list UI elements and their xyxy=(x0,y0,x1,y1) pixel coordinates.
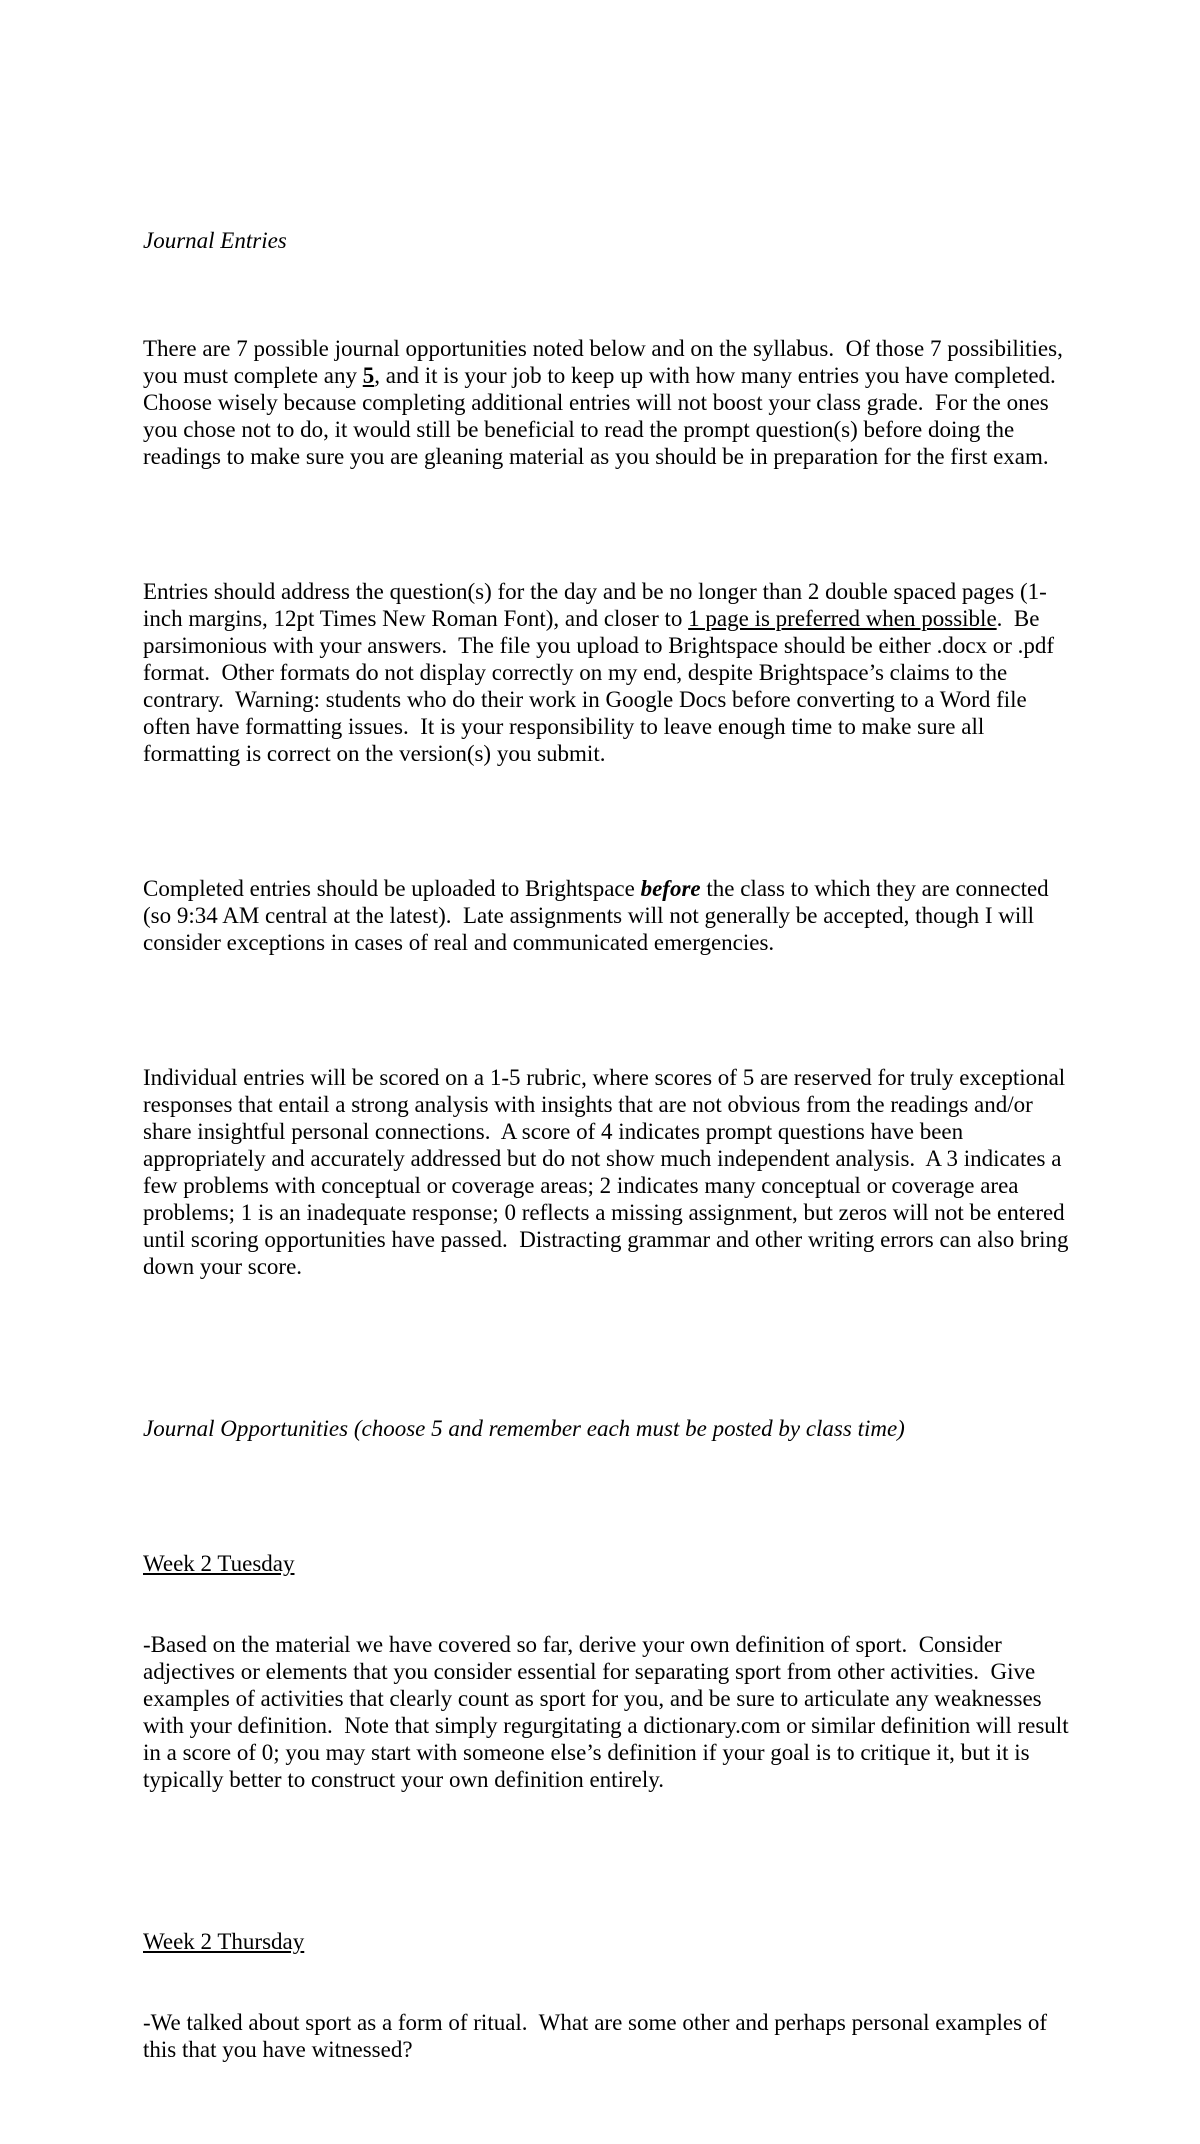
deadline-text-2: the class to which they are connected (so 9:34 AM central at the latest). Late assignments will not generally be accepted, though I will consider exceptions in cases of real and communicated emergencies. xyxy=(143,876,1055,955)
deadline-text-1: Completed entries should be uploaded to Brightspace xyxy=(143,876,641,901)
journal-opportunities-heading: Journal Opportunities (choose 5 and remember each must be posted by class time) xyxy=(143,1416,905,1441)
week2-tuesday-heading: Week 2 Tuesday xyxy=(143,1551,295,1576)
format-paragraph xyxy=(143,578,1069,767)
journal-entries-heading: Journal Entries xyxy=(143,228,287,253)
rubric-paragraph: Individual entries will be scored on a 1-5 rubric, where scores of 5 are reserved for truly exceptional responses that entail a strong analysis with insights that are not obvious from the readings and/or share insightful personal connections. A score of 4 indicates prompt questions have been appropriately and accurately addressed but do not show much independent analysis. A 3 indicates a few problems with conceptual or coverage areas; 2 indicates many conceptual or coverage area problems; 1 is an inadequate response; 0 reflects a missing assignment, but zeros will not be entered until scoring opportunities have passed. Distracting grammar and other writing errors can also bring down your score. xyxy=(143,1065,1075,1279)
deadline-paragraph xyxy=(143,875,1069,956)
page-preference-underlined: 1 page is preferred when possible xyxy=(688,606,997,631)
intro-text-1: There are 7 possible journal opportunities noted below and on the syllabus. Of those 7 possibilities, you must complete any xyxy=(143,336,1069,388)
week2-thursday-prompt: -We talked about sport as a form of ritual. What are some other and perhaps personal examples of this that you have witnessed? xyxy=(143,2010,1053,2062)
intro-text-2: , and it is your job to keep up with how many entries you have completed. Choose wisely because completing additional entries will not boost your class grade. For the ones you chose not to do, it would still be beneficial to read the prompt question(s) before doing the readings to make sure you are gleaning material as you should be in preparation for the first exam. xyxy=(143,363,1068,469)
format-text-2: . Be parsimonious with your answers. The file you upload to Brightspace should be either .docx or .pdf format. Other formats do not display correctly on my end, despite Brightspace’s claims to the contrary. Warning: students who do their work in Google Docs before converting to a Word file often have formatting issues. It is your responsibility to leave enough time to make sure all formatting is correct on the version(s) you submit. xyxy=(143,606,1060,766)
week2-thursday-heading: Week 2 Thursday xyxy=(143,1929,305,1954)
format-text-1: Entries should address the question(s) for the day and be no longer than 2 double spaced pages (1-inch margins, 12pt Times New Roman Font), and closer to xyxy=(143,579,1047,631)
before-emphasis: before xyxy=(640,876,701,901)
required-count-emphasis: 5 xyxy=(362,363,375,388)
week2-tuesday-prompt: -Based on the material we have covered so far, derive your own definition of sport. Consider adjectives or elements that you consider essential for separating sport from other activities. Give examples of activities that clearly count as sport for you, and be sure to articulate any weaknesses with your definition. Note that simply regurgitating a dictionary.com or similar definition will result in a score of 0; you may start with someone else’s definition if your goal is to critique it, but it is typically better to construct your own definition entirely. xyxy=(143,1632,1075,1792)
document-content xyxy=(143,146,1075,2144)
intro-paragraph xyxy=(143,335,1069,470)
